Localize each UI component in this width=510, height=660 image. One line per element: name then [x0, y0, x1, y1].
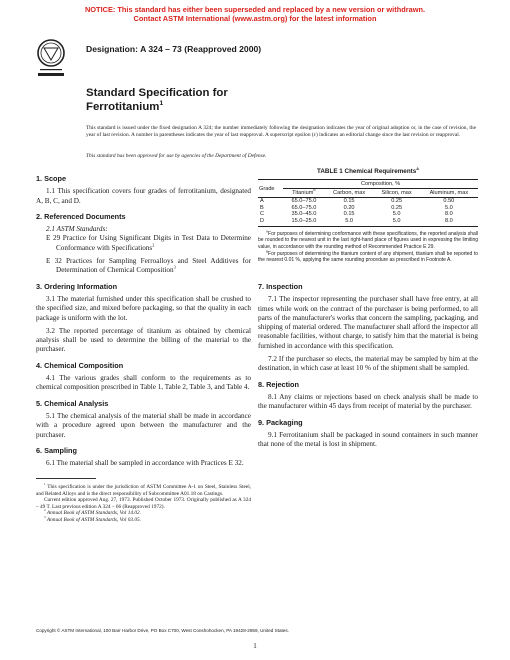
dod-approval-note: This standard has been approved for use by agencies of the Department of Defense. [86, 153, 267, 159]
section-heading-sampling: 6. Sampling [36, 445, 77, 455]
table-caption: TABLE 1 Chemical Requirements$^A$ [317, 166, 419, 175]
paragraph-3-2: 3.2 The reported percentage of titanium as obtained by chemical analysis shall be used to determine the billing of the material to the purchaser. [36, 326, 251, 354]
section-heading-chemical-analysis: 5. Chemical Analysis [36, 398, 109, 408]
paragraph-7-2: 7.2 If the purchaser so elects, the material may be sampled by him at the destination, in which case at least 10 % of the shipment shall be sampled. [258, 355, 478, 373]
paragraph-8-1: 8.1 Any claims or rejections based on check analysis shall be made to the manufacturer within 45 days from receipt of material by the purchaser. [258, 392, 478, 411]
section-heading-scope: 1. Scope [36, 174, 67, 183]
reference-e29-text: E 29 Practice for Using Significant Digits in Test Data to Determine Conformance with Specifications [46, 234, 251, 252]
page-number: 1 [253, 642, 257, 650]
footnote-1-edition: Current edition approved Aug. 27, 1973. Published October 1973. Originally published as A 324 – 49 T. Last previous edition A 324 – 66 (Reapproved 1972). [36, 497, 251, 510]
paragraph-1-1: 1.1 This specification covers four grades of ferrotitanium, designated A, B, C, and D. [36, 187, 251, 205]
footnote-divider [36, 478, 96, 479]
withdrawal-notice [0, 5, 510, 23]
footnote-3: $^3$ Annual Book of ASTM Standards, Vol 03.05. [44, 515, 141, 523]
left-column [36, 168, 251, 472]
reference-e29 [36, 234, 251, 253]
table-note-a: $^A$For purposes of determining conformance with these specifications, the reported analysis shall be rounded to the nearest unit in the last right-hand place of figures used in expressing the limiting value, in accordance with the rounding method of Recommended Practice E 29. [258, 229, 478, 250]
table-notes [258, 231, 478, 262]
section-heading-referenced-documents: 2. Referenced Documents [36, 211, 126, 221]
section-heading-chemical-composition: 4. Chemical Composition [36, 360, 124, 370]
table-row: C 35.0–45.0 0.15 5.0 8.0 [260, 211, 453, 218]
footnote-1: $^1$ This specification is under the jurisdiction of ASTM Committee A-1 on Steel, Stainless Steel, and Related Alloys and is the direct responsibility of Subcommittee A01.18 on Castings. [36, 482, 252, 497]
paragraph-2-1: 2.1 ASTM Standards: [46, 225, 108, 234]
copyright-line: Copyright © ASTM International, 100 Barr Harbor Drive, PO Box C700, West Conshohocken, PA 19428-2959, United States. [36, 628, 289, 633]
table-row: A 65.0–75.0 0.15 0.25 0.50 [260, 198, 455, 204]
paragraph-9-1: 9.1 Ferrotitanium shall be packaged in sound containers in such manner that none of the metal is lost in shipment. [258, 430, 478, 449]
astm-logo [36, 38, 66, 80]
reference-e32 [36, 257, 251, 276]
table-1 [258, 168, 478, 264]
right-column [258, 276, 478, 453]
column-header-aluminum: Aluminum, max [420, 189, 478, 198]
section-heading-rejection: 8. Rejection [258, 379, 299, 389]
footnotes [36, 484, 251, 524]
paragraph-3-1: 3.1 The material furnished under this specification shall be crushed to the specified size, and mixed before packaging, so that the quality in each package is uniform with the lot. [36, 294, 251, 322]
column-header-titanium: Titanium$^B$ [283, 189, 324, 198]
table-row: D 15.0–25.0 5.0 5.0 8.0 [258, 218, 478, 227]
title-footnote-ref: 1 [159, 100, 164, 108]
section-heading-packaging: 9. Packaging [258, 417, 303, 427]
reference-e32-footnote: 3 [173, 264, 176, 270]
title-line-1: Standard Specification for [86, 87, 228, 99]
designation: Designation: A 324 – 73 (Reapproved 2000) [86, 44, 262, 54]
paragraph-7-1: 7.1 The inspector representing the purchaser shall have free entry, at all times while work on the contract of the purchaser is being performed, to all parts of the manufacturer's works that concern the sampling, packaging, and shipping of material ordered. The manufacturer shall afford the inspector all reasonable facilities, without charge, to satisfy him that the material is being furnished in accordance with this specification. [258, 295, 478, 350]
grade-header: Grade [258, 180, 283, 198]
paragraph-5-1: 5.1 The chemical analysis of the material shall be made in accordance with a procedure agreed upon between the manufacturer and the purchaser. [36, 411, 251, 439]
section-heading-inspection: 7. Inspection [258, 282, 303, 291]
section-heading-ordering-information: 3. Ordering Information [36, 281, 118, 291]
notice-line-1: NOTICE: This standard has either been superseded and replaced by a new version or withdrawn. [84, 5, 426, 14]
chemical-requirements-table [258, 179, 478, 227]
reference-e32-text: E 32 Practices for Sampling Ferroalloys and Steel Additives for Determination of Chemical Composition [46, 257, 251, 275]
paragraph-6-1: 6.1 The material shall be sampled in accordance with Practices E 32. [46, 459, 244, 468]
issuance-paragraph: This standard is issued under the fixed designation A 324; the number immediately following the designation indicates the year of original adoption or, in the case of revision, the year of last revision. A number in parentheses indicates the year of last reapproval. A superscript epsilon (ε) indicates an editorial change since the last revision or reapproval. [86, 125, 476, 139]
paragraph-4-1: 4.1 The various grades shall conform to the requirements as to chemical composition prescribed in Table 1, Table 2, Table 3, and Table 4. [36, 374, 251, 392]
notice-line-2: Contact ASTM International (www.astm.org) for the latest information [133, 14, 377, 23]
title-line-2 [86, 100, 228, 114]
column-header-carbon: Carbon, max [325, 189, 374, 198]
footnote-2: $^2$ Annual Book of ASTM Standards, Vol 14.02. [44, 508, 141, 517]
reference-e29-footnote: 2 [152, 242, 155, 248]
title-main: Ferrotitanium [86, 101, 160, 113]
composition-header: Composition, % [283, 180, 478, 189]
table-note-b: $^B$For purposes of determining the titanium content of any shipment, titanium shall be reported to the nearest 0.01 %, applying the same rounding procedure as prescribed in Footnote A. [258, 249, 478, 263]
column-header-silicon: Silicon, max [374, 189, 420, 198]
table-row: B 65.0–75.0 0.20 0.25 5.0 [260, 204, 453, 211]
document-title [86, 86, 228, 114]
